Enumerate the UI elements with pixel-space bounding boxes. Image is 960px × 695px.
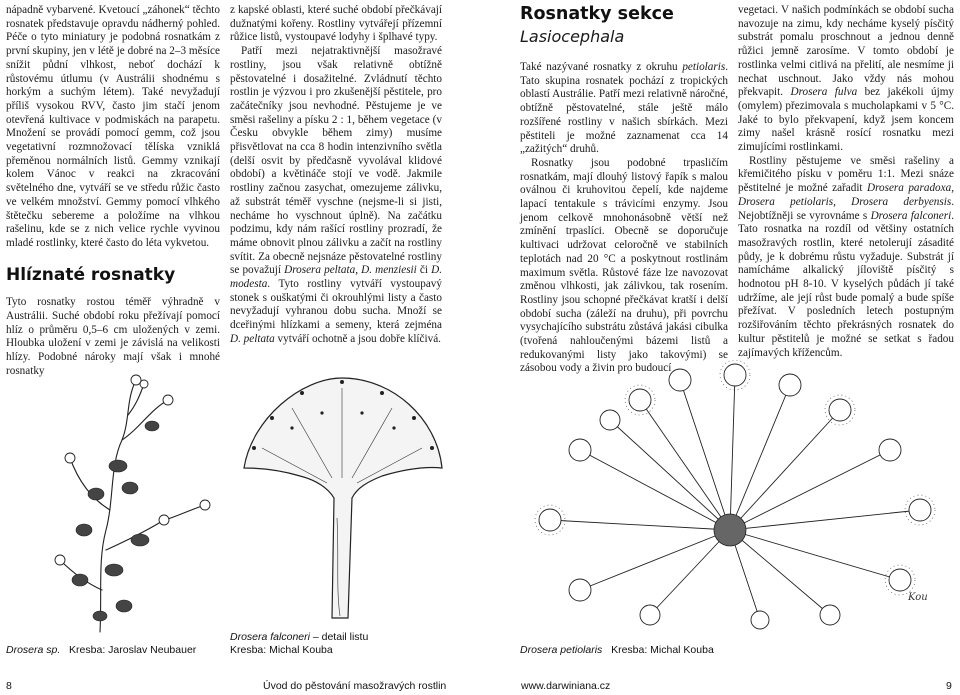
taxon-name: Drosera peltata, D. menziesii: [284, 264, 417, 277]
caption-credit: Kresba: Jaroslav Neubauer: [69, 644, 197, 656]
running-title: Úvod do pěstování masožravých rostlin: [263, 680, 447, 692]
section-heading: Rosnatky sekce: [520, 4, 674, 24]
taxon-name: Drosera paradoxa, Drosera petiolaris, Drosera derbyensis: [738, 182, 955, 208]
text-column-1: [6, 4, 220, 379]
taxon-name: petiolaris: [682, 61, 726, 73]
paragraph: vegetaci. V našich podmínkách se období sucha navozuje na zimu, kdy necháme kyselý písčitý substrát pomalu proschnout a jednou denně růžici jemně zarosíme. V tomto období je rostlinka velmi citlivá na přelití, ale nesmíme ji nechat uschnout. Jako vždy nás mohou překvapit. Drosera fulva bez jakékoli újmy (omylem) přezimovala s mucholapkami v 5 °C. Jaké to bylo překvapení, když jsem koncem zimy našel krásně rosící rosnatku mezi zimujícími rostlinkami.: [738, 4, 955, 154]
website-link[interactable]: www.darwiniana.cz: [521, 680, 611, 692]
caption-taxon: Drosera falconeri: [230, 631, 310, 643]
text-column-4: [738, 4, 954, 360]
drosera-falconeri-illustration: [232, 358, 452, 628]
paragraph: Tyto rosnatky rostou téměř výhradně v Austrálii. Suché období roku přežívají pomocí hlíz o průměru 0,5–6 cm uložených v zemi. Hloubka uložení v zemi je závislá na velikosti hlízy. Podobné nároky mají však i mnohé rosnatky: [6, 296, 220, 377]
caption-credit: Kresba: Michal Kouba: [611, 644, 714, 656]
paragraph: Patří mezi nejatraktivnější masožravé rostliny, jsou však relativně obtížně pěstovatelné i dosažitelné. Zvládnutí těchto rostlin je výzvou i pro zkušenější pěstitele, pro začátečníky jsou nevhodné. Pěstujeme je ve směsi rašeliny a písku 2 : 1, během vegetace (v Česku obvykle během zimy) musíme přisvětlovat na cca 8 hodin intenzivního světla (delší osvit by předčasně vyvolával klidové období) a květináče stojí ve vodě. Jakmile rostliny začnou zasychat, omezujeme zálivku, až substrát téměř vyschne (nejsme-li si jisti, necháme ho vyschnout úplně). Na začátku podzimu, kdy nám rašící rostliny prozradí, že máme obnovit plnou zálivku a začít na rostliny svítit. Za obecně nejsnáze pěstovatelné rostliny se považují Drosera peltata, D. menziesii či D. modesta. Tyto rostliny vytváří vystoupavý stonek s ouškatými či okrouhlými listy a často nevyžadují vyhranou dobu sucha. Množí se dceřinými hlízkami a semeny, která zejména D. peltata vytváří ochotně a jsou dobře klíčivá.: [230, 45, 442, 345]
taxon-name: D. peltata: [230, 332, 275, 345]
paragraph: nápadně vybarvené. Kvetoucí „záhonek“ těchto rosnatek představuje opravdu nádherný pohled. Péče o tyto miniatury je podobná rosnatkám z první skupiny, jen v létě je dobré na 2–3 měsíce snížit půdní vlhkost, neboť dochází k růstovému útlumu (v Austrálii shodnému s horkým a suchým létem). Také nevyžadují příliš vysokou RVV, často jim stačí jenom otevřená kultivace v podmiskách na parapetu. Množení se provádí pomocí gemm, což jsou vegetativní rozmnožovací tělíska vzniklá přeměnou normálních listů. Gemmy vznikají kolem Vánoc v reakci na zkracování světelného dne, vytváří se ve středu růžic často ve velkém množství. Gemmy pomocí vlhkého štětečku sebereme a položíme na vlhkou rašelinu, kde se z nich velice rychle vyvinou mladé rostlinky, které často do léta vykvetou.: [6, 4, 220, 249]
drosera-sp-illustration: [40, 370, 220, 635]
page-number-left: 8: [6, 680, 12, 692]
taxon-name: D. modesta: [230, 264, 442, 291]
page-number-right: 9: [946, 680, 952, 692]
text-column-3: [520, 4, 728, 376]
caption-drosera-sp: [6, 644, 196, 657]
caption-taxon: Drosera sp.: [6, 644, 61, 656]
caption-taxon: Drosera petiolaris: [520, 644, 603, 656]
drosera-petiolaris-illustration: [520, 360, 960, 630]
text-column-2: [230, 4, 442, 347]
caption-drosera-petiolaris: [520, 644, 714, 657]
taxon-name: Drosera fulva: [790, 86, 858, 99]
caption-drosera-falconeri: Drosera falconeri – detail listu Kresba: Michal Kouba: [230, 631, 369, 656]
caption-credit: Kresba: Michal Kouba: [230, 644, 333, 656]
paragraph: Rostliny pěstujeme ve směsi rašeliny a křemičitého písku v poměru 1:1. Mezi snáze pěstitelné je možné zařadit Drosera paradoxa, Drosera petiolaris, Drosera derbyensis. Nejobtížněji se vyrovnáme s Drosera falconeri. Tato rosnatka na rozdíl od většiny ostatních masožravých rostlin, které netolerují zásadité půdy, je k dobrému růstu vyžaduje. Substrát jí namícháme alkalický jíloviště písčitý s hodnotou pH 8-10. V kyselých půdách jí také udržíme, ale její růst bude pomalý a bude spíše přežívat. V posledních letech postupným rozšiřováním těchto překrásných rosnatek do kultur pěstitelů je možné se setkat s řadou zajímavých křížencům.: [738, 154, 955, 359]
paragraph: Také nazývané rosnatky z okruhu petiolaris. Tato skupina rosnatek pochází z tropických oblastí Austrálie. Patří mezi relativně náročné, obtížně pěstovatelné, stále ještě málo rozšířené rostliny v našich sbírkách. Mezi pěstiteli je možné zaznamenat cca 14 „zažitých“ druhů.: [520, 61, 728, 156]
paragraph: z kapské oblasti, které suché období přečkávají dužnatými kořeny. Rostliny vytvářejí přízemní růžice listů, vystoupavé lodyhy i šplhavé typy.: [230, 4, 442, 44]
section-heading: Hlíznaté rosnatky: [6, 264, 176, 285]
section-subheading: Lasiocephala: [520, 27, 625, 46]
artist-signature: Kou: [908, 592, 928, 603]
taxon-name: Drosera falconeri: [870, 209, 952, 222]
paragraph: Rosnatky jsou podobné trpasličím rosnatkám, mají dlouhý listový řapík s malou oválnou či kruhovitou čepelí, kde najdeme lapací tentakule s trávicími enzymy. Jsou jenom celkově mnohonásobně větší než zmínění trpaslíci. Obecně se doporučuje kultivaci udržovat celoročně ve stabilních teplotách nad 20 °C a poskytnout rostlinám maximum světla. Růstové fáze lze navozovat změnou vlhkosti, jak zálivkou, tak rosením. Rostliny jsou schopné přečkávat kratší i delší období sucha (záleží na druhu), při povrchu vysychajícího substrátu zůstává jakási cibulka (tvořená nahloučenými bázemi listů a redukovanými listy jako takovými) se zásobou vody a živin pro budoucí: [520, 156, 728, 375]
